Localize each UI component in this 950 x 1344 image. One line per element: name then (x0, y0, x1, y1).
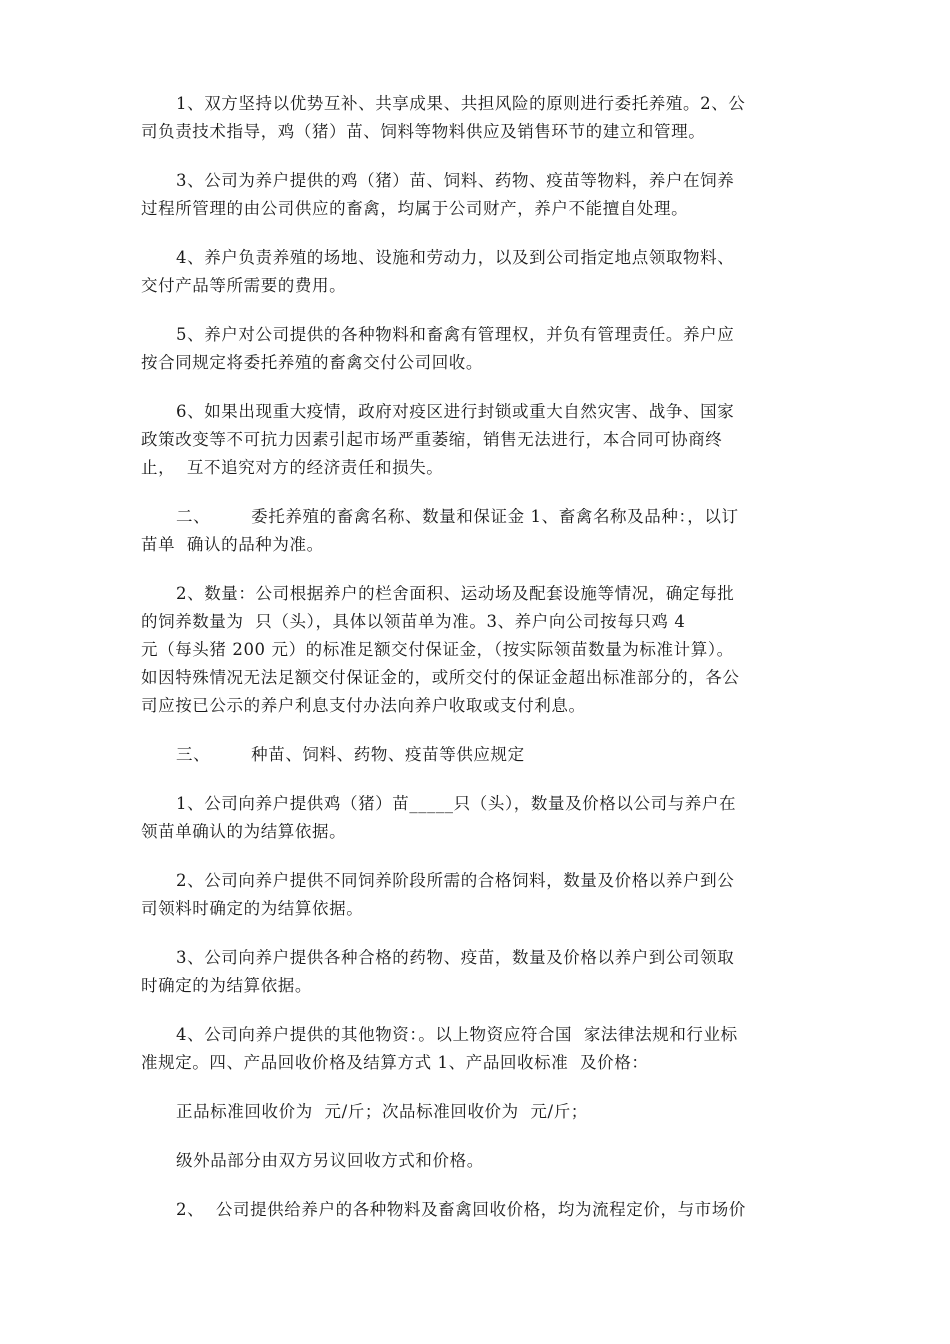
text-line: 苗单 确认的品种为准。 (141, 535, 324, 554)
paragraph-supply-2 (141, 867, 819, 923)
text-line: 元（每头猪 200 元）的标准足额交付保证金，（按实际领苗数量为标准计算）。 (141, 640, 734, 659)
text-line: 准规定。四、产品回收价格及结算方式 1、产品回收标准 及价格： (141, 1053, 649, 1072)
paragraph-price-standard (141, 1098, 819, 1126)
paragraph-5 (141, 398, 819, 482)
text-line: 4、养户负责养殖的场地、设施和劳动力，以及到公司指定地点领取物料、 (176, 248, 735, 267)
text-line: 领苗单确认的为结算依据。 (141, 822, 347, 841)
text-line: 5、养户对公司提供的各种物料和畜禽有管理权，并负有管理责任。养户应 (176, 325, 735, 344)
text-line: 三、 种苗、饲料、药物、疫苗等供应规定 (176, 745, 525, 764)
paragraph-supply-4 (141, 1021, 819, 1077)
paragraph-pricing-2 (141, 1196, 819, 1224)
text-line: 的饲养数量为 只（头），具体以领苗单为准。3、养户向公司按每只鸡 4 (141, 612, 686, 631)
paragraph-3 (141, 244, 819, 300)
paragraph-supply-1 (141, 790, 819, 846)
text-line: 4、公司向养户提供的其他物资：。以上物资应符合国 家法律法规和行业标 (176, 1025, 738, 1044)
paragraph-supply-3 (141, 944, 819, 1000)
text-line: 过程所管理的由公司供应的畜禽，均属于公司财产，养户不能擅自处理。 (141, 199, 689, 218)
text-line: 司负责技术指导，鸡（猪）苗、饲料等物料供应及销售环节的建立和管理。 (141, 122, 706, 141)
text-line: 政策改变等不可抗力因素引起市场严重萎缩，销售无法进行，本合同可协商终 (141, 430, 723, 449)
text-line: 2、 公司提供给养户的各种物料及畜禽回收价格，均为流程定价，与市场价 (176, 1200, 746, 1219)
text-line: 3、公司向养户提供各种合格的药物、疫苗，数量及价格以养户到公司领取 (176, 948, 735, 967)
text-line: 司应按已公示的养户利息支付办法向养户收取或支付利息。 (141, 696, 586, 715)
text-line: 3、公司为养户提供的鸡（猪）苗、饲料、药物、疫苗等物料，养户在饲养 (176, 171, 735, 190)
text-line: 止， 互不追究对方的经济责任和损失。 (141, 458, 444, 477)
text-line: 2、公司向养户提供不同饲养阶段所需的合格饲料，数量及价格以养户到公 (176, 871, 735, 890)
text-line: 时确定的为结算依据。 (141, 976, 312, 995)
text-line: 1、公司向养户提供鸡（猪）苗_____只（头），数量及价格以公司与养户在 (176, 794, 737, 813)
text-line: 6、如果出现重大疫情，政府对疫区进行封锁或重大自然灾害、战争、国家 (176, 402, 735, 421)
text-line: 2、数量：公司根据养户的栏舍面积、运动场及配套设施等情况，确定每批 (176, 584, 735, 603)
text-line: 如因特殊情况无法足额交付保证金的，或所交付的保证金超出标准部分的，各公 (141, 668, 740, 687)
text-line: 1、双方坚持以优势互补、共享成果、共担风险的原则进行委托养殖。2、公 (176, 94, 746, 113)
document-body (141, 90, 819, 1245)
paragraph-quantity (141, 580, 819, 720)
paragraph-2 (141, 167, 819, 223)
text-line: 按合同规定将委托养殖的畜禽交付公司回收。 (141, 353, 483, 372)
text-line: 司领料时确定的为结算依据。 (141, 899, 364, 918)
text-line: 二、 委托养殖的畜禽名称、数量和保证金 1、畜禽名称及品种：，以订 (176, 507, 739, 526)
paragraph-1 (141, 90, 819, 146)
text-line: 交付产品等所需要的费用。 (141, 276, 347, 295)
paragraph-price-other (141, 1147, 819, 1175)
section-heading-3 (141, 741, 819, 769)
section-heading-2 (141, 503, 819, 559)
text-line: 级外品部分由双方另议回收方式和价格。 (176, 1151, 484, 1170)
paragraph-4 (141, 321, 819, 377)
text-line: 正品标准回收价为 元/斤；次品标准回收价为 元/斤； (176, 1102, 588, 1121)
